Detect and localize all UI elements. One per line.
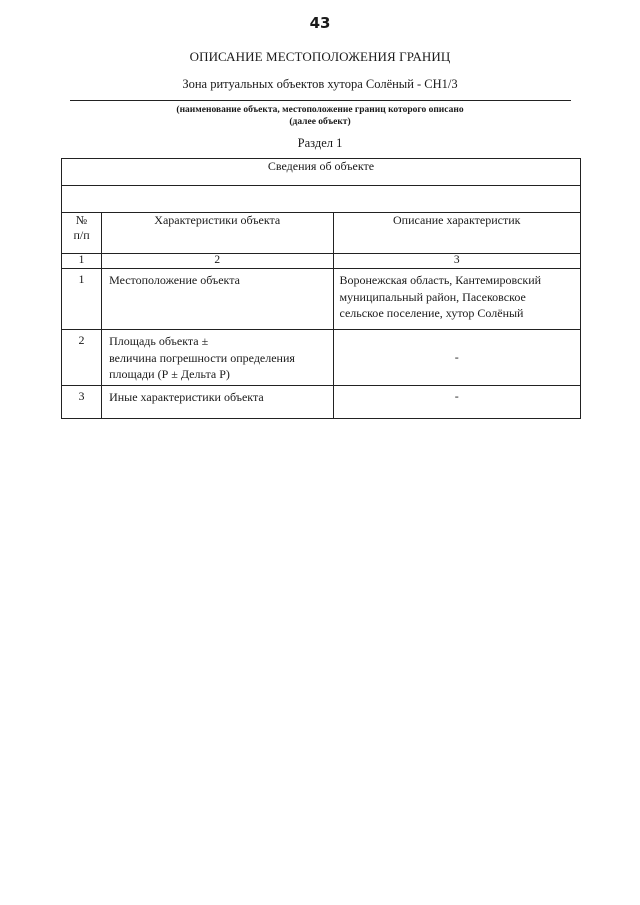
characteristic-line: площади (Р ± Дельта Р)	[109, 367, 230, 381]
row-characteristic	[102, 269, 333, 330]
page-number: 43	[309, 14, 331, 32]
column-number-row	[62, 254, 581, 269]
row-description: -	[333, 386, 581, 419]
title-underline	[70, 100, 571, 101]
table-row	[62, 269, 581, 330]
table-row	[62, 330, 581, 386]
row-description: -	[333, 330, 581, 386]
object-name-caption	[0, 104, 640, 128]
object-name: Зона ритуальных объектов хутора Солёный - СН1/3	[182, 77, 458, 91]
object-info-table	[61, 158, 581, 419]
table-blank-row	[62, 186, 581, 213]
document-title: ОПИСАНИЕ МЕСТОПОЛОЖЕНИЯ ГРАНИЦ	[189, 49, 451, 64]
table-title-row	[62, 159, 581, 186]
column-header-characteristics: Характеристики объекта	[102, 213, 333, 254]
description-line: сельское поселение, хутор Солёный	[339, 306, 524, 320]
table-row	[62, 386, 581, 419]
description-line: муниципальный район, Пасековское	[339, 289, 526, 304]
table-title: Сведения об объекте	[62, 159, 581, 186]
caption-line-2: (далее объект)	[289, 117, 351, 127]
characteristic-line: Иные характеристики объекта	[109, 390, 264, 404]
column-header-description: Описание характеристик	[333, 213, 581, 254]
characteristic-line: Площадь объекта ±	[109, 334, 209, 348]
column-number-3: 3	[333, 254, 581, 269]
blank-cell	[62, 186, 581, 213]
column-header-num	[62, 213, 102, 254]
description-line: Воронежская область, Кантемировский	[339, 273, 542, 287]
column-number-1: 1	[62, 254, 102, 269]
section-title: Раздел 1	[297, 136, 343, 150]
column-header-num-line-2: п/п	[73, 228, 90, 242]
column-header-row	[62, 213, 581, 254]
row-description	[333, 269, 581, 330]
row-characteristic	[102, 386, 333, 419]
row-number: 1	[62, 269, 102, 330]
row-number: 3	[62, 386, 102, 419]
caption-line-1: (наименование объекта, местоположение границ которого описано	[176, 105, 464, 115]
column-header-num-line-1: №	[75, 213, 88, 227]
column-number-2: 2	[102, 254, 333, 269]
characteristic-line: Местоположение объекта	[109, 273, 240, 287]
row-number: 2	[62, 330, 102, 386]
row-characteristic	[102, 330, 333, 386]
characteristic-line: величина погрешности определения	[109, 350, 295, 365]
